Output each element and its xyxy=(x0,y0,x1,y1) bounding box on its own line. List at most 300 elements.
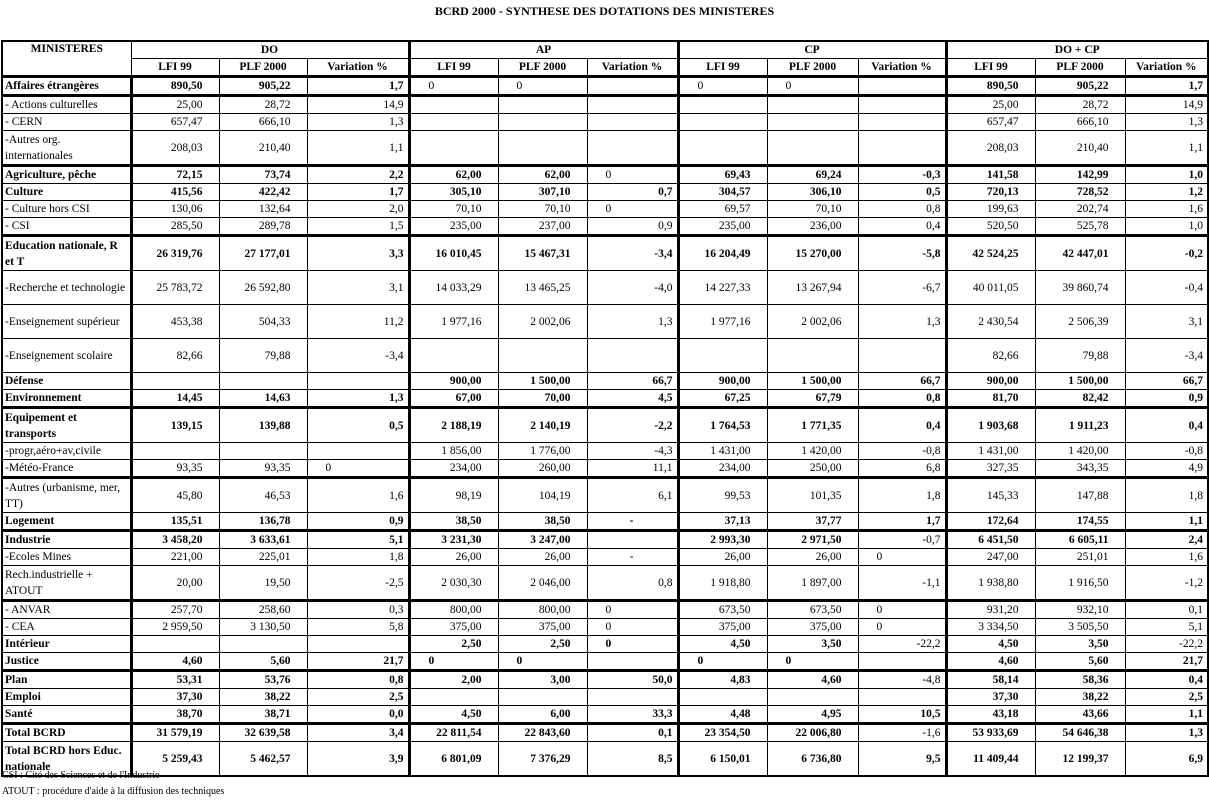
table-row xyxy=(2,201,1208,218)
value-cell: 6,8 xyxy=(858,460,946,478)
value-cell: 3 247,00 xyxy=(498,531,587,549)
value-cell: - xyxy=(587,549,678,566)
value-cell: 69,57 xyxy=(678,201,767,218)
value-cell: 25,00 xyxy=(946,96,1035,114)
value-cell xyxy=(131,373,219,390)
value-cell: 67,00 xyxy=(409,390,498,408)
value-cell: 4,60 xyxy=(946,653,1035,671)
value-cell: 0,5 xyxy=(858,184,946,201)
table-row xyxy=(2,305,1208,339)
value-cell: 422,42 xyxy=(219,184,307,201)
value-cell: 15 270,00 xyxy=(767,236,858,271)
value-cell: 38,71 xyxy=(219,706,307,724)
value-cell: 3,1 xyxy=(307,271,409,305)
value-cell xyxy=(409,339,498,373)
value-cell: 82,66 xyxy=(131,339,219,373)
value-cell: 99,53 xyxy=(678,478,767,513)
value-cell xyxy=(498,114,587,131)
value-cell xyxy=(587,339,678,373)
value-cell: 53,31 xyxy=(131,671,219,689)
value-cell: 0,4 xyxy=(1125,408,1208,443)
value-cell: 25 783,72 xyxy=(131,271,219,305)
value-cell: 0 xyxy=(409,653,498,671)
header-subcol: Variation % xyxy=(587,59,678,77)
value-cell: 657,47 xyxy=(946,114,1035,131)
value-cell: 1,3 xyxy=(307,114,409,131)
value-cell: 0 xyxy=(587,166,678,184)
ministere-label: Total BCRD hors Educ. nationale xyxy=(2,742,131,777)
value-cell: 13 465,25 xyxy=(498,271,587,305)
value-cell: 2 188,19 xyxy=(409,408,498,443)
value-cell xyxy=(219,373,307,390)
value-cell xyxy=(587,96,678,114)
value-cell: 3,50 xyxy=(1035,636,1125,653)
value-cell: 0,4 xyxy=(858,408,946,443)
value-cell: -3,4 xyxy=(307,339,409,373)
value-cell: 9,5 xyxy=(858,742,946,777)
value-cell: 33,3 xyxy=(587,706,678,724)
value-cell: 1,8 xyxy=(1125,478,1208,513)
ministere-label: Plan xyxy=(2,671,131,689)
value-cell: 2,5 xyxy=(1125,689,1208,706)
table-row xyxy=(2,166,1208,184)
value-cell: -2,2 xyxy=(587,408,678,443)
value-cell: 38,70 xyxy=(131,706,219,724)
value-cell: 11,2 xyxy=(307,305,409,339)
value-cell: 1 431,00 xyxy=(946,443,1035,460)
value-cell: 221,00 xyxy=(131,549,219,566)
value-cell: 93,35 xyxy=(219,460,307,478)
table-row xyxy=(2,619,1208,636)
value-cell: -0,8 xyxy=(858,443,946,460)
value-cell: 50,0 xyxy=(587,671,678,689)
value-cell xyxy=(587,114,678,131)
value-cell: 1,3 xyxy=(587,305,678,339)
header-subcol: Variation % xyxy=(1125,59,1208,77)
value-cell: 6,9 xyxy=(1125,742,1208,777)
value-cell: 54 646,38 xyxy=(1035,724,1125,742)
value-cell: 250,00 xyxy=(767,460,858,478)
value-cell: 415,56 xyxy=(131,184,219,201)
value-cell: 900,00 xyxy=(409,373,498,390)
value-cell: 905,22 xyxy=(1035,77,1125,96)
value-cell xyxy=(858,653,946,671)
value-cell: 21,7 xyxy=(1125,653,1208,671)
table-row xyxy=(2,566,1208,601)
value-cell: 28,72 xyxy=(219,96,307,114)
value-cell: 82,42 xyxy=(1035,390,1125,408)
value-cell: 69,43 xyxy=(678,166,767,184)
header-subcol: PLF 2000 xyxy=(767,59,858,77)
value-cell xyxy=(767,96,858,114)
table-row xyxy=(2,236,1208,271)
value-cell: 1,3 xyxy=(307,390,409,408)
ministere-label: Justice xyxy=(2,653,131,671)
value-cell: 208,03 xyxy=(131,131,219,166)
value-cell: 135,51 xyxy=(131,513,219,531)
value-cell: 23 354,50 xyxy=(678,724,767,742)
value-cell: 900,00 xyxy=(678,373,767,390)
value-cell: 79,88 xyxy=(1035,339,1125,373)
value-cell: 5,1 xyxy=(307,531,409,549)
value-cell xyxy=(307,636,409,653)
value-cell: 1 500,00 xyxy=(498,373,587,390)
value-cell: 42 447,01 xyxy=(1035,236,1125,271)
value-cell: 890,50 xyxy=(946,77,1035,96)
ministere-label: Education nationale, R et T xyxy=(2,236,131,271)
value-cell: 26,00 xyxy=(409,549,498,566)
value-cell: 1 977,16 xyxy=(678,305,767,339)
value-cell: 520,50 xyxy=(946,218,1035,236)
value-cell: 11 409,44 xyxy=(946,742,1035,777)
value-cell: 1,7 xyxy=(307,184,409,201)
value-cell: 70,10 xyxy=(767,201,858,218)
value-cell: 15 467,31 xyxy=(498,236,587,271)
value-cell: 1,1 xyxy=(307,131,409,166)
value-cell: 1 938,80 xyxy=(946,566,1035,601)
table-row xyxy=(2,636,1208,653)
value-cell: 20,00 xyxy=(131,566,219,601)
value-cell: 199,63 xyxy=(946,201,1035,218)
value-cell: 306,10 xyxy=(767,184,858,201)
value-cell: 70,10 xyxy=(409,201,498,218)
value-cell: 10,5 xyxy=(858,706,946,724)
value-cell: 900,00 xyxy=(946,373,1035,390)
value-cell xyxy=(307,373,409,390)
value-cell: -0,2 xyxy=(1125,236,1208,271)
value-cell: 375,00 xyxy=(678,619,767,636)
value-cell: 343,35 xyxy=(1035,460,1125,478)
table-row xyxy=(2,706,1208,724)
ministere-label: - Actions culturelles xyxy=(2,96,131,114)
value-cell: 2,50 xyxy=(498,636,587,653)
value-cell: 208,03 xyxy=(946,131,1035,166)
value-cell: 673,50 xyxy=(767,601,858,619)
value-cell: 0,8 xyxy=(858,390,946,408)
value-cell: 1,1 xyxy=(1125,513,1208,531)
value-cell: 1 420,00 xyxy=(767,443,858,460)
value-cell: 800,00 xyxy=(409,601,498,619)
value-cell: 1,6 xyxy=(1125,201,1208,218)
value-cell: 202,74 xyxy=(1035,201,1125,218)
value-cell: 22 811,54 xyxy=(409,724,498,742)
value-cell: 2 030,30 xyxy=(409,566,498,601)
value-cell: 289,78 xyxy=(219,218,307,236)
value-cell: 3,4 xyxy=(307,724,409,742)
ministere-label: - CEA xyxy=(2,619,131,636)
value-cell: 0,9 xyxy=(307,513,409,531)
ministere-label: Agriculture, pêche xyxy=(2,166,131,184)
table-row xyxy=(2,443,1208,460)
header-subcol: PLF 2000 xyxy=(1035,59,1125,77)
value-cell: 38,22 xyxy=(1035,689,1125,706)
value-cell: 225,01 xyxy=(219,549,307,566)
table-row xyxy=(2,390,1208,408)
value-cell: 4,50 xyxy=(409,706,498,724)
value-cell: 73,74 xyxy=(219,166,307,184)
value-cell: 0,3 xyxy=(307,601,409,619)
value-cell xyxy=(678,689,767,706)
footnote-csi: CSI : Cité des Sciences et de l'Industrie xyxy=(2,770,160,781)
value-cell xyxy=(767,689,858,706)
value-cell: 2 046,00 xyxy=(498,566,587,601)
table-row xyxy=(2,96,1208,114)
value-cell: 260,00 xyxy=(498,460,587,478)
value-cell: 728,52 xyxy=(1035,184,1125,201)
ministere-label: Rech.industrielle + ATOUT xyxy=(2,566,131,601)
value-cell: 0,8 xyxy=(307,671,409,689)
value-cell xyxy=(678,114,767,131)
value-cell xyxy=(409,96,498,114)
value-cell: 1,0 xyxy=(1125,166,1208,184)
header-group-cp: CP xyxy=(678,41,946,59)
value-cell: 25,00 xyxy=(131,96,219,114)
value-cell: 0 xyxy=(587,601,678,619)
value-cell: 3,1 xyxy=(1125,305,1208,339)
value-cell: 37,30 xyxy=(131,689,219,706)
value-cell xyxy=(767,339,858,373)
ministere-label: -Autres org. internationales xyxy=(2,131,131,166)
value-cell: 2 506,39 xyxy=(1035,305,1125,339)
value-cell: 38,22 xyxy=(219,689,307,706)
value-cell: 0,5 xyxy=(307,408,409,443)
header-subcol: Variation % xyxy=(858,59,946,77)
value-cell: 210,40 xyxy=(1035,131,1125,166)
value-cell: 258,60 xyxy=(219,601,307,619)
value-cell: 66,7 xyxy=(1125,373,1208,390)
value-cell: 0 xyxy=(409,77,498,96)
value-cell xyxy=(307,443,409,460)
value-cell xyxy=(498,339,587,373)
header-subcol: LFI 99 xyxy=(409,59,498,77)
value-cell: 72,15 xyxy=(131,166,219,184)
value-cell: 27 177,01 xyxy=(219,236,307,271)
value-cell: 3 130,50 xyxy=(219,619,307,636)
ministere-label: -Recherche et technologie xyxy=(2,271,131,305)
value-cell: 375,00 xyxy=(498,619,587,636)
value-cell: 1,8 xyxy=(307,549,409,566)
value-cell: 14 033,29 xyxy=(409,271,498,305)
value-cell: 1 918,80 xyxy=(678,566,767,601)
value-cell: -1,2 xyxy=(1125,566,1208,601)
value-cell: 251,01 xyxy=(1035,549,1125,566)
header-group-do-cp: DO + CP xyxy=(946,41,1208,59)
value-cell: -5,8 xyxy=(858,236,946,271)
value-cell: 26 319,76 xyxy=(131,236,219,271)
ministere-label: -Autres (urbanisme, mer, TT) xyxy=(2,478,131,513)
value-cell: 174,55 xyxy=(1035,513,1125,531)
value-cell xyxy=(767,131,858,166)
value-cell: 1 856,00 xyxy=(409,443,498,460)
header-subcol: LFI 99 xyxy=(946,59,1035,77)
value-cell: 79,88 xyxy=(219,339,307,373)
ministere-label: Logement xyxy=(2,513,131,531)
value-cell xyxy=(858,114,946,131)
value-cell xyxy=(498,131,587,166)
value-cell: 81,70 xyxy=(946,390,1035,408)
value-cell xyxy=(409,131,498,166)
header-subcol: PLF 2000 xyxy=(498,59,587,77)
value-cell: 0,1 xyxy=(1125,601,1208,619)
value-cell: 375,00 xyxy=(767,619,858,636)
value-cell: 7 376,29 xyxy=(498,742,587,777)
ministere-label: Culture xyxy=(2,184,131,201)
value-cell: 0,4 xyxy=(858,218,946,236)
value-cell: 4,9 xyxy=(1125,460,1208,478)
value-cell xyxy=(678,131,767,166)
value-cell: 5,8 xyxy=(307,619,409,636)
value-cell: 1,3 xyxy=(1125,724,1208,742)
value-cell: 2,50 xyxy=(409,636,498,653)
ministere-label: Environnement xyxy=(2,390,131,408)
value-cell: 1 500,00 xyxy=(767,373,858,390)
value-cell xyxy=(678,339,767,373)
value-cell: 136,78 xyxy=(219,513,307,531)
page-title: BCRD 2000 - SYNTHESE DES DOTATIONS DES MINISTERES xyxy=(434,4,775,18)
value-cell: 58,36 xyxy=(1035,671,1125,689)
value-cell: 22 843,60 xyxy=(498,724,587,742)
value-cell: 42 524,25 xyxy=(946,236,1035,271)
footnote-atout: ATOUT : procédure d'aide à la diffusion des techniques xyxy=(2,786,225,797)
value-cell: 5,1 xyxy=(1125,619,1208,636)
table-row xyxy=(2,373,1208,390)
value-cell: 234,00 xyxy=(678,460,767,478)
table-row xyxy=(2,184,1208,201)
value-cell: 235,00 xyxy=(678,218,767,236)
value-cell: 1,8 xyxy=(858,478,946,513)
value-cell: 139,15 xyxy=(131,408,219,443)
value-cell: 5,60 xyxy=(1035,653,1125,671)
table-row xyxy=(2,131,1208,166)
ministere-label: -Ecoles Mines xyxy=(2,549,131,566)
value-cell: 2,00 xyxy=(409,671,498,689)
value-cell: 673,50 xyxy=(678,601,767,619)
value-cell: 142,99 xyxy=(1035,166,1125,184)
value-cell: 16 204,49 xyxy=(678,236,767,271)
value-cell: 0,1 xyxy=(587,724,678,742)
value-cell: 4,50 xyxy=(678,636,767,653)
value-cell: 39 860,74 xyxy=(1035,271,1125,305)
value-cell: 3,00 xyxy=(498,671,587,689)
value-cell: 62,00 xyxy=(498,166,587,184)
value-cell: 53,76 xyxy=(219,671,307,689)
dotations-table xyxy=(1,40,1209,777)
value-cell: 145,33 xyxy=(946,478,1035,513)
value-cell: 8,5 xyxy=(587,742,678,777)
value-cell: 5,60 xyxy=(219,653,307,671)
value-cell: 13 267,94 xyxy=(767,271,858,305)
value-cell: 37,30 xyxy=(946,689,1035,706)
value-cell: 1 500,00 xyxy=(1035,373,1125,390)
ministere-label: Total BCRD xyxy=(2,724,131,742)
value-cell: 0 xyxy=(858,619,946,636)
table-row xyxy=(2,460,1208,478)
value-cell: 45,80 xyxy=(131,478,219,513)
ministere-label: Intérieur xyxy=(2,636,131,653)
value-cell: 26,00 xyxy=(498,549,587,566)
value-cell: 3,9 xyxy=(307,742,409,777)
value-cell: 2,4 xyxy=(1125,531,1208,549)
value-cell: 657,47 xyxy=(131,114,219,131)
value-cell: 4,5 xyxy=(587,390,678,408)
value-cell: 285,50 xyxy=(131,218,219,236)
value-cell: 0,8 xyxy=(587,566,678,601)
value-cell xyxy=(587,131,678,166)
ministere-label: -Enseignement supérieur xyxy=(2,305,131,339)
value-cell: 0 xyxy=(678,77,767,96)
table-row xyxy=(2,114,1208,131)
value-cell: 139,88 xyxy=(219,408,307,443)
value-cell: 1 776,00 xyxy=(498,443,587,460)
value-cell: 3,3 xyxy=(307,236,409,271)
value-cell: -4,8 xyxy=(858,671,946,689)
value-cell: 2 993,30 xyxy=(678,531,767,549)
value-cell: 70,00 xyxy=(498,390,587,408)
ministere-label: -Météo-France xyxy=(2,460,131,478)
header-group-do: DO xyxy=(131,41,409,59)
value-cell: 1 897,00 xyxy=(767,566,858,601)
value-cell: 1 903,68 xyxy=(946,408,1035,443)
value-cell: 1,3 xyxy=(1125,114,1208,131)
value-cell: 2,5 xyxy=(307,689,409,706)
value-cell: 130,06 xyxy=(131,201,219,218)
value-cell: 307,10 xyxy=(498,184,587,201)
value-cell: 0,9 xyxy=(1125,390,1208,408)
value-cell: 1,7 xyxy=(1125,77,1208,96)
value-cell: 12 199,37 xyxy=(1035,742,1125,777)
header-subcol: Variation % xyxy=(307,59,409,77)
value-cell: 1,7 xyxy=(858,513,946,531)
header-subcol: PLF 2000 xyxy=(219,59,307,77)
value-cell: 0,8 xyxy=(858,201,946,218)
value-cell: 31 579,19 xyxy=(131,724,219,742)
value-cell: 905,22 xyxy=(219,77,307,96)
value-cell: 46,53 xyxy=(219,478,307,513)
value-cell: -0,4 xyxy=(1125,271,1208,305)
value-cell xyxy=(587,653,678,671)
value-cell xyxy=(858,77,946,96)
value-cell: -22,2 xyxy=(1125,636,1208,653)
header-row-subcolumns xyxy=(2,59,1208,77)
value-cell: 0 xyxy=(587,636,678,653)
value-cell: 4,50 xyxy=(946,636,1035,653)
value-cell: 327,35 xyxy=(946,460,1035,478)
value-cell: 2 971,50 xyxy=(767,531,858,549)
value-cell: 4,60 xyxy=(131,653,219,671)
value-cell xyxy=(219,636,307,653)
value-cell: 0 xyxy=(678,653,767,671)
ministere-label: Affaires étrangères xyxy=(2,77,131,96)
value-cell xyxy=(858,689,946,706)
value-cell: 14 227,33 xyxy=(678,271,767,305)
table-row xyxy=(2,549,1208,566)
value-cell: 1 771,35 xyxy=(767,408,858,443)
value-cell: 666,10 xyxy=(219,114,307,131)
value-cell: -1,1 xyxy=(858,566,946,601)
value-cell: -0,8 xyxy=(1125,443,1208,460)
value-cell: 14,9 xyxy=(307,96,409,114)
header-subcol: LFI 99 xyxy=(131,59,219,77)
value-cell: 0 xyxy=(858,549,946,566)
value-cell: 932,10 xyxy=(1035,601,1125,619)
value-cell xyxy=(858,339,946,373)
value-cell: 1,1 xyxy=(1125,706,1208,724)
footnotes xyxy=(2,768,224,800)
ministere-label: Equipement et transports xyxy=(2,408,131,443)
value-cell: 2 140,19 xyxy=(498,408,587,443)
header-ministeres: MINISTERES xyxy=(2,41,131,77)
value-cell xyxy=(767,114,858,131)
